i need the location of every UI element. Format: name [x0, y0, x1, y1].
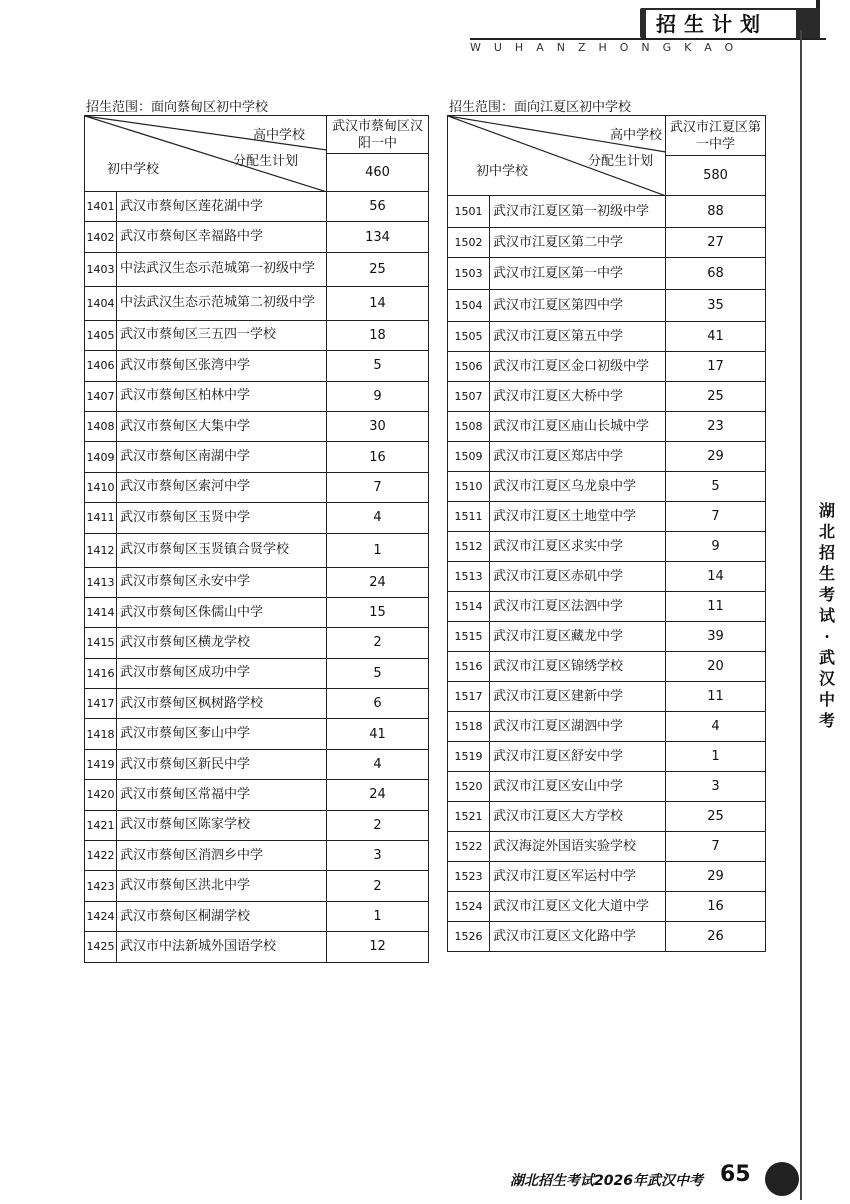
table-row: [448, 322, 766, 352]
table-row: [448, 352, 766, 382]
row-code: 1509: [448, 442, 490, 472]
table-row: [448, 712, 766, 742]
row-code: 1507: [448, 382, 490, 412]
table-row: [85, 533, 429, 567]
row-code: 1401: [85, 192, 117, 222]
side-char: 汉: [818, 669, 835, 688]
table-row: [448, 892, 766, 922]
row-code: 1412: [85, 533, 117, 567]
row-school-name: 武汉市蔡甸区陈家学校: [117, 810, 327, 840]
table-row: [448, 832, 766, 862]
row-quota: 1: [327, 901, 429, 931]
row-quota: 20: [666, 652, 766, 682]
row-code: 1522: [448, 832, 490, 862]
row-school-name: 武汉市蔡甸区大集中学: [117, 411, 327, 441]
row-quota: 68: [666, 258, 766, 290]
row-school-name: 武汉市蔡甸区莲花湖中学: [117, 192, 327, 222]
row-school-name: 武汉市江夏区文化路中学: [490, 922, 666, 952]
row-quota: 17: [666, 352, 766, 382]
row-code: 1518: [448, 712, 490, 742]
page-subtitle: WUHANZHONGKAO: [470, 41, 747, 54]
row-code: 1402: [85, 222, 117, 252]
row-school-name: 武汉市蔡甸区张湾中学: [117, 351, 327, 381]
row-code: 1503: [448, 258, 490, 290]
row-quota: 29: [666, 862, 766, 892]
left-header-diagonal-cell: [85, 116, 327, 192]
table-row: [85, 628, 429, 658]
row-quota: 5: [327, 351, 429, 381]
table-row: [448, 412, 766, 442]
row-quota: 25: [666, 382, 766, 412]
table-row: [448, 382, 766, 412]
table-row: [85, 810, 429, 840]
row-school-name: 武汉市江夏区安山中学: [490, 772, 666, 802]
row-school-name: 武汉市蔡甸区玉贤镇合贤学校: [117, 533, 327, 567]
side-char: 试: [818, 606, 835, 625]
row-code: 1504: [448, 290, 490, 322]
right-header-diagonal-cell: [448, 116, 666, 196]
row-quota: 2: [327, 871, 429, 901]
row-quota: 12: [327, 932, 429, 962]
row-school-name: 武汉市江夏区法泗中学: [490, 592, 666, 622]
row-code: 1423: [85, 871, 117, 901]
row-code: 1404: [85, 286, 117, 320]
side-char: 招: [818, 543, 835, 562]
right-header-junior: 初中学校: [476, 164, 529, 179]
table-row: [85, 719, 429, 749]
table-row: [448, 502, 766, 532]
row-school-name: 武汉市江夏区大桥中学: [490, 382, 666, 412]
left-table-body: [85, 192, 429, 963]
row-school-name: 武汉市江夏区藏龙中学: [490, 622, 666, 652]
row-quota: 7: [666, 832, 766, 862]
table-row: [448, 652, 766, 682]
left-high-school: 武汉市蔡甸区汉阳一中: [327, 116, 429, 154]
table-row: [85, 252, 429, 286]
row-code: 1521: [448, 802, 490, 832]
side-char: 湖: [818, 501, 835, 520]
table-row: [85, 567, 429, 597]
row-code: 1515: [448, 622, 490, 652]
row-quota: 88: [666, 196, 766, 228]
table-row: [448, 532, 766, 562]
row-code: 1524: [448, 892, 490, 922]
row-code: 1514: [448, 592, 490, 622]
row-quota: 1: [327, 533, 429, 567]
side-char: 武: [818, 648, 835, 667]
row-code: 1512: [448, 532, 490, 562]
right-header-high: 高中学校: [610, 128, 663, 143]
row-school-name: 武汉市蔡甸区侏儒山中学: [117, 597, 327, 627]
row-quota: 26: [666, 922, 766, 952]
row-code: 1517: [448, 682, 490, 712]
table-row: [448, 772, 766, 802]
row-code: 1421: [85, 810, 117, 840]
row-quota: 9: [666, 532, 766, 562]
row-quota: 24: [327, 780, 429, 810]
row-school-name: 武汉市江夏区第一初级中学: [490, 196, 666, 228]
row-school-name: 武汉市江夏区第四中学: [490, 290, 666, 322]
table-row: [448, 592, 766, 622]
right-high-school: 武汉市江夏区第一中学: [666, 116, 766, 156]
row-code: 1502: [448, 228, 490, 258]
left-header-junior: 初中学校: [107, 162, 160, 177]
row-code: 1406: [85, 351, 117, 381]
row-code: 1408: [85, 411, 117, 441]
row-quota: 29: [666, 442, 766, 472]
row-school-name: 武汉市江夏区土地堂中学: [490, 502, 666, 532]
row-code: 1415: [85, 628, 117, 658]
side-char: 考: [818, 585, 835, 604]
row-code: 1413: [85, 567, 117, 597]
table-row: [85, 472, 429, 502]
row-school-name: 武汉市蔡甸区枫树路学校: [117, 689, 327, 719]
row-quota: 56: [327, 192, 429, 222]
row-code: 1505: [448, 322, 490, 352]
row-school-name: 武汉市蔡甸区常福中学: [117, 780, 327, 810]
table-row: [85, 658, 429, 688]
side-rule: [800, 30, 802, 1200]
row-school-name: 武汉市江夏区赤矶中学: [490, 562, 666, 592]
row-quota: 1: [666, 742, 766, 772]
row-school-name: 武汉市蔡甸区成功中学: [117, 658, 327, 688]
row-code: 1516: [448, 652, 490, 682]
right-header-plan: 分配生计划: [588, 154, 654, 169]
row-code: 1405: [85, 320, 117, 350]
row-quota: 3: [327, 841, 429, 871]
row-school-name: 武汉市江夏区舒安中学: [490, 742, 666, 772]
row-school-name: 武汉市中法新城外国语学校: [117, 932, 327, 962]
row-quota: 15: [327, 597, 429, 627]
row-quota: 25: [666, 802, 766, 832]
side-char: 考: [818, 711, 835, 730]
row-quota: 5: [327, 658, 429, 688]
row-quota: 4: [327, 503, 429, 533]
table-row: [85, 286, 429, 320]
table-row: [448, 802, 766, 832]
row-school-name: 武汉市蔡甸区柏林中学: [117, 381, 327, 411]
table-row: [448, 742, 766, 772]
table-row: [85, 871, 429, 901]
left-scope: 招生范围：面向蔡甸区初中学校: [86, 100, 269, 115]
row-code: 1417: [85, 689, 117, 719]
row-quota: 23: [666, 412, 766, 442]
row-quota: 5: [666, 472, 766, 502]
table-row: [448, 258, 766, 290]
right-total: 580: [666, 156, 766, 196]
row-school-name: 武汉海淀外国语实验学校: [490, 832, 666, 862]
row-code: 1510: [448, 472, 490, 502]
row-quota: 30: [327, 411, 429, 441]
row-code: 1420: [85, 780, 117, 810]
table-row: [448, 196, 766, 228]
row-quota: 7: [327, 472, 429, 502]
side-char: 北: [818, 522, 835, 541]
row-school-name: 武汉市江夏区第五中学: [490, 322, 666, 352]
row-quota: 11: [666, 682, 766, 712]
row-quota: 18: [327, 320, 429, 350]
table-row: [85, 381, 429, 411]
row-school-name: 武汉市江夏区第二中学: [490, 228, 666, 258]
row-school-name: 武汉市蔡甸区幸福路中学: [117, 222, 327, 252]
row-quota: 35: [666, 290, 766, 322]
row-school-name: 武汉市蔡甸区洪北中学: [117, 871, 327, 901]
table-row: [448, 472, 766, 502]
row-school-name: 武汉市江夏区求实中学: [490, 532, 666, 562]
row-school-name: 武汉市蔡甸区南湖中学: [117, 442, 327, 472]
row-quota: 2: [327, 628, 429, 658]
table-row: [448, 228, 766, 258]
table-row: [85, 442, 429, 472]
row-quota: 14: [666, 562, 766, 592]
row-school-name: 武汉市江夏区建新中学: [490, 682, 666, 712]
row-quota: 9: [327, 381, 429, 411]
footer-text: 湖北招生考试2026年武汉中考: [510, 1173, 703, 1189]
row-school-name: 武汉市江夏区湖泗中学: [490, 712, 666, 742]
row-school-name: 武汉市江夏区军运村中学: [490, 862, 666, 892]
row-school-name: 武汉市江夏区郑店中学: [490, 442, 666, 472]
row-school-name: 武汉市蔡甸区玉贤中学: [117, 503, 327, 533]
table-row: [448, 562, 766, 592]
row-school-name: 武汉市蔡甸区索河中学: [117, 472, 327, 502]
row-school-name: 武汉市江夏区锦绣学校: [490, 652, 666, 682]
row-quota: 41: [327, 719, 429, 749]
row-school-name: 武汉市江夏区大方学校: [490, 802, 666, 832]
table-row: [448, 682, 766, 712]
right-plan-table: [447, 115, 766, 952]
table-row: [85, 503, 429, 533]
row-school-name: 武汉市江夏区第一中学: [490, 258, 666, 290]
row-quota: 11: [666, 592, 766, 622]
row-code: 1519: [448, 742, 490, 772]
table-row: [85, 901, 429, 931]
row-quota: 4: [666, 712, 766, 742]
row-school-name: 武汉市江夏区文化大道中学: [490, 892, 666, 922]
row-code: 1403: [85, 252, 117, 286]
emblem-icon: [765, 1162, 799, 1196]
right-scope: 招生范围：面向江夏区初中学校: [449, 100, 632, 115]
row-school-name: 中法武汉生态示范城第二初级中学: [117, 286, 327, 320]
row-code: 1409: [85, 442, 117, 472]
header-rule: [470, 38, 826, 40]
table-row: [85, 780, 429, 810]
row-quota: 2: [327, 810, 429, 840]
side-char: ·: [824, 627, 830, 646]
left-plan-table: [84, 115, 429, 963]
row-school-name: 武汉市蔡甸区新民中学: [117, 749, 327, 779]
row-school-name: 武汉市江夏区庙山长城中学: [490, 412, 666, 442]
row-code: 1418: [85, 719, 117, 749]
row-code: 1414: [85, 597, 117, 627]
page-number: 65: [720, 1162, 751, 1187]
row-code: 1419: [85, 749, 117, 779]
row-code: 1410: [85, 472, 117, 502]
table-row: [85, 320, 429, 350]
row-code: 1501: [448, 196, 490, 228]
table-row: [85, 597, 429, 627]
row-code: 1508: [448, 412, 490, 442]
row-school-name: 武汉市蔡甸区奓山中学: [117, 719, 327, 749]
row-quota: 4: [327, 749, 429, 779]
table-row: [85, 411, 429, 441]
row-school-name: 武汉市江夏区乌龙泉中学: [490, 472, 666, 502]
side-char: 中: [818, 690, 835, 709]
row-quota: 25: [327, 252, 429, 286]
row-quota: 6: [327, 689, 429, 719]
row-code: 1523: [448, 862, 490, 892]
row-quota: 3: [666, 772, 766, 802]
row-code: 1416: [85, 658, 117, 688]
row-school-name: 武汉市蔡甸区消泗乡中学: [117, 841, 327, 871]
row-code: 1526: [448, 922, 490, 952]
row-code: 1424: [85, 901, 117, 931]
page-title: 招生计划: [646, 10, 796, 38]
row-quota: 41: [666, 322, 766, 352]
row-code: 1425: [85, 932, 117, 962]
row-quota: 27: [666, 228, 766, 258]
row-school-name: 中法武汉生态示范城第一初级中学: [117, 252, 327, 286]
row-quota: 14: [327, 286, 429, 320]
row-school-name: 武汉市蔡甸区桐湖学校: [117, 901, 327, 931]
table-row: [448, 922, 766, 952]
row-quota: 7: [666, 502, 766, 532]
row-code: 1513: [448, 562, 490, 592]
table-row: [85, 932, 429, 962]
row-code: 1520: [448, 772, 490, 802]
row-quota: 16: [327, 442, 429, 472]
row-code: 1407: [85, 381, 117, 411]
table-row: [85, 192, 429, 222]
left-header-high: 高中学校: [253, 128, 306, 143]
row-quota: 24: [327, 567, 429, 597]
row-quota: 39: [666, 622, 766, 652]
table-row: [448, 442, 766, 472]
row-school-name: 武汉市蔡甸区三五四一学校: [117, 320, 327, 350]
table-row: [85, 351, 429, 381]
table-row: [448, 862, 766, 892]
row-code: 1411: [85, 503, 117, 533]
table-row: [448, 290, 766, 322]
row-quota: 16: [666, 892, 766, 922]
table-row: [448, 622, 766, 652]
row-school-name: 武汉市蔡甸区横龙学校: [117, 628, 327, 658]
table-row: [85, 222, 429, 252]
left-header-plan: 分配生计划: [233, 154, 299, 169]
table-row: [85, 689, 429, 719]
row-code: 1511: [448, 502, 490, 532]
left-total: 460: [327, 154, 429, 192]
row-quota: 134: [327, 222, 429, 252]
side-vertical-title: [813, 500, 841, 731]
row-school-name: 武汉市蔡甸区永安中学: [117, 567, 327, 597]
row-school-name: 武汉市江夏区金口初级中学: [490, 352, 666, 382]
table-row: [85, 841, 429, 871]
right-table-body: [448, 196, 766, 952]
side-char: 生: [818, 564, 835, 583]
table-row: [85, 749, 429, 779]
row-code: 1506: [448, 352, 490, 382]
row-code: 1422: [85, 841, 117, 871]
